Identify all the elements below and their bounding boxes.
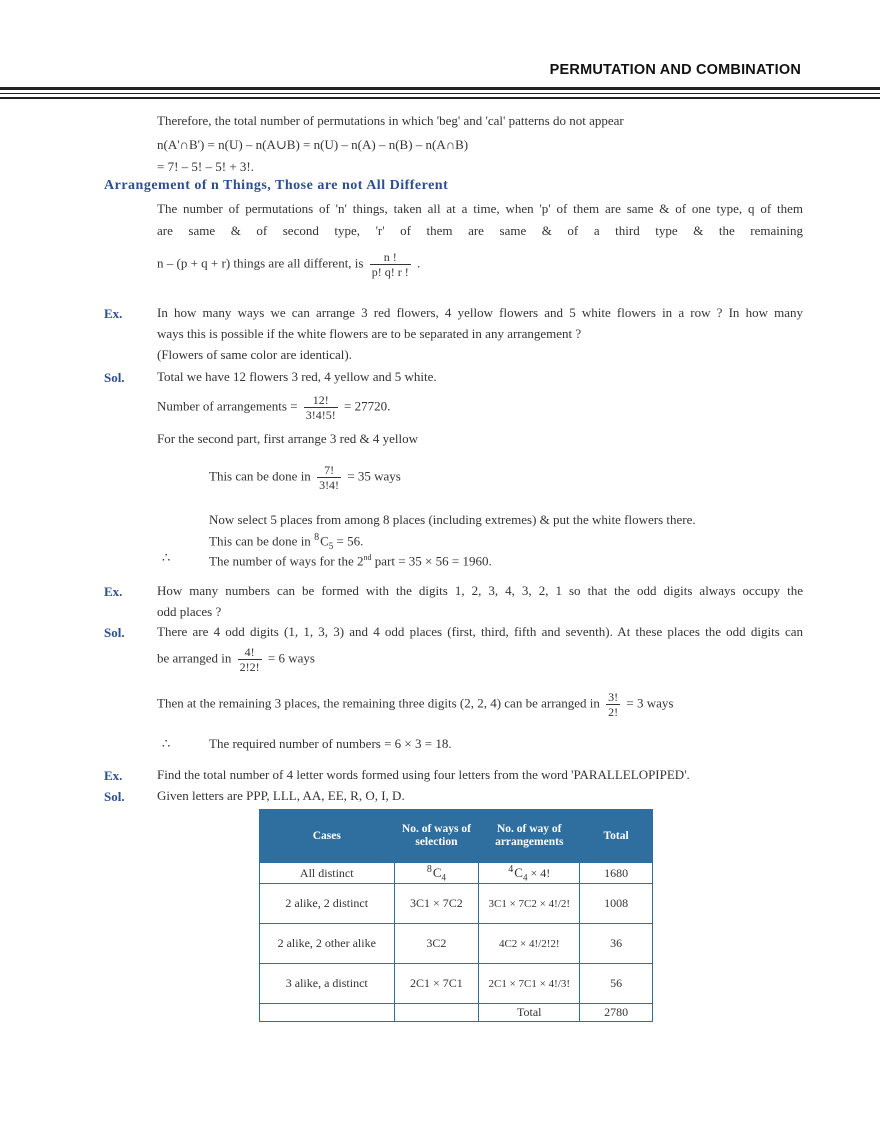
- table-total-row: [260, 1004, 653, 1022]
- solution-text: For the second part, first arrange 3 red & 4 yellow: [157, 431, 419, 446]
- formula-text: = 3 ways: [626, 695, 674, 711]
- solution-label: Sol.: [104, 625, 125, 640]
- table-cell-case: All distinct: [260, 863, 395, 884]
- fraction-numerator: 12!: [312, 393, 329, 407]
- header-rule: [0, 87, 880, 90]
- combination-superscript: 8: [426, 864, 432, 875]
- table-cell-selection: [394, 863, 479, 884]
- intro-line: = 7! – 5! – 5! + 3!.: [157, 159, 254, 174]
- solution-formula: [157, 690, 673, 719]
- formula-text: The number of ways for the 2: [209, 553, 364, 569]
- fraction-denominator: 3!4!: [319, 478, 340, 492]
- table-row: [260, 884, 653, 924]
- combination-letter: C: [514, 865, 523, 880]
- intro-line: n(A'∩B') = n(U) – n(A∪B) = n(U) – n(A) – n(B) – n(A∩B): [157, 137, 469, 152]
- fraction-numerator: 3!: [608, 690, 619, 704]
- fraction: [238, 645, 262, 674]
- table-header: Cases: [260, 810, 395, 863]
- example-text: odd places ?: [157, 604, 222, 619]
- example-label: Ex.: [104, 306, 123, 321]
- fraction-denominator: 2!2!: [239, 660, 260, 674]
- table-header: No. of ways of selection: [394, 810, 479, 863]
- solution-text: Given letters are PPP, LLL, AA, EE, R, O, I, D.: [157, 788, 405, 803]
- table-cell-empty: [260, 1004, 395, 1022]
- section-formula: [157, 250, 420, 279]
- table-header: No. of way of arrangements: [479, 810, 580, 863]
- cases-table: [259, 809, 653, 1022]
- table-cell-case: 2 alike, 2 other alike: [260, 924, 395, 964]
- formula-text: Then at the remaining 3 places, the remaining three digits (2, 2, 4) can be arranged in: [157, 695, 600, 711]
- solution-text: The required number of numbers = 6 × 3 = 18.: [209, 736, 452, 751]
- section-paragraph: The number of permutations of 'n' things, taken all at a time, when 'p' of them are same & of one type, q of them: [157, 201, 803, 216]
- formula-text: be arranged in: [157, 650, 232, 666]
- example-label: Ex.: [104, 768, 123, 783]
- fraction-numerator: 4!: [244, 645, 255, 659]
- example-text: In how many ways we can arrange 3 red flowers, 4 yellow flowers and 5 white flowers in a row ? In how many: [157, 305, 803, 320]
- table-cell-total: 36: [580, 924, 653, 964]
- page-title: PERMUTATION AND COMBINATION: [549, 62, 801, 78]
- formula-text: = 35 ways: [347, 468, 401, 484]
- formula-text: n – (p + q + r) things are all different, is: [157, 255, 364, 271]
- solution-text: Now select 5 places from among 8 places (including extremes) & put the white flowers there.: [209, 512, 696, 527]
- fraction-denominator: p! q! r !: [371, 265, 409, 279]
- formula-text: part = 35 × 56 = 1960.: [374, 553, 492, 569]
- solution-formula: [157, 645, 315, 674]
- table-header: Total: [580, 810, 653, 863]
- fraction: [317, 463, 341, 492]
- combination-subscript: 4: [441, 872, 446, 883]
- therefore-symbol: ∴: [162, 736, 171, 751]
- table-cell-case: 3 alike, a distinct: [260, 964, 395, 1004]
- example-label: Ex.: [104, 584, 123, 599]
- solution-formula: [209, 463, 401, 492]
- section-heading: Arrangement of n Things, Those are not All Different: [104, 178, 449, 193]
- formula-text: × 4!: [527, 866, 551, 880]
- solution-text: There are 4 odd digits (1, 1, 3, 3) and 4 odd places (first, third, fifth and seventh). At these places the odd digits can: [157, 624, 803, 639]
- fraction-denominator: 3!4!5!: [305, 408, 336, 422]
- example-text: (Flowers of same color are identical).: [157, 347, 352, 362]
- table-total-label: Total: [479, 1004, 580, 1022]
- combination-subscript: 5: [328, 540, 334, 551]
- table-cell-arrangement: 4C2 × 4!/2!2!: [479, 924, 580, 964]
- table-cell-selection: 2C1 × 7C1: [394, 964, 479, 1004]
- intro-line: Therefore, the total number of permutations in which 'beg' and 'cal' patterns do not appear: [157, 113, 624, 128]
- table-cell-arrangement: [479, 863, 580, 884]
- table-cell-selection: 3C1 × 7C2: [394, 884, 479, 924]
- table-header-row: [260, 810, 653, 863]
- formula-text: = 27720.: [344, 398, 391, 414]
- fraction: [304, 393, 338, 422]
- formula-text: This can be done in: [209, 468, 311, 484]
- example-text: ways this is possible if the white flowers are to be separated in any arrangement ?: [157, 326, 582, 341]
- section-paragraph: are same & of second type, 'r' of them are same & of a third type & the remaining: [157, 223, 803, 238]
- example-text: Find the total number of 4 letter words formed using four letters from the word 'PARALLELOPIPED'.: [157, 767, 690, 782]
- solution-text: [209, 550, 492, 569]
- example-text: How many numbers can be formed with the digits 1, 2, 3, 4, 3, 2, 1 so that the odd digits always occupy the: [157, 583, 803, 598]
- table-cell-total: 1680: [580, 863, 653, 884]
- table-row: [260, 924, 653, 964]
- header-rule: [0, 93, 880, 94]
- formula-text: Number of arrangements =: [157, 398, 298, 414]
- table-cell-arrangement: 3C1 × 7C2 × 4!/2!: [479, 884, 580, 924]
- therefore-symbol: ∴: [162, 550, 171, 565]
- fraction-denominator: 2!: [608, 705, 619, 719]
- table-cell-total: 56: [580, 964, 653, 1004]
- formula-text: This can be done in: [209, 533, 311, 549]
- ordinal-superscript: nd: [363, 553, 372, 562]
- combination-letter: C: [432, 865, 442, 880]
- solution-label: Sol.: [104, 370, 125, 385]
- table-row: [260, 964, 653, 1004]
- table-cell-arrangement: 2C1 × 7C1 × 4!/3!: [479, 964, 580, 1004]
- solution-text: Total we have 12 flowers 3 red, 4 yellow and 5 white.: [157, 369, 437, 384]
- table-cell-case: 2 alike, 2 distinct: [260, 884, 395, 924]
- combination-subscript: 4: [522, 872, 528, 883]
- combination-superscript: 8: [314, 532, 320, 543]
- table-cell-selection: 3C2: [394, 924, 479, 964]
- table-cell-total: 1008: [580, 884, 653, 924]
- header-rule: [0, 97, 880, 99]
- table-row: [260, 863, 653, 884]
- formula-text: = 56.: [336, 533, 364, 549]
- combination-letter: C: [320, 533, 329, 549]
- formula-text: = 6 ways: [267, 650, 315, 666]
- formula-text: .: [416, 255, 421, 271]
- fraction-numerator: n !: [383, 250, 397, 264]
- fraction-numerator: 7!: [324, 463, 335, 477]
- solution-formula: [157, 393, 390, 422]
- table-cell-empty: [394, 1004, 479, 1022]
- fraction: [606, 690, 620, 719]
- table-grand-total: 2780: [580, 1004, 653, 1022]
- solution-label: Sol.: [104, 789, 125, 804]
- combination-superscript: 4: [508, 864, 514, 875]
- fraction: [370, 250, 411, 279]
